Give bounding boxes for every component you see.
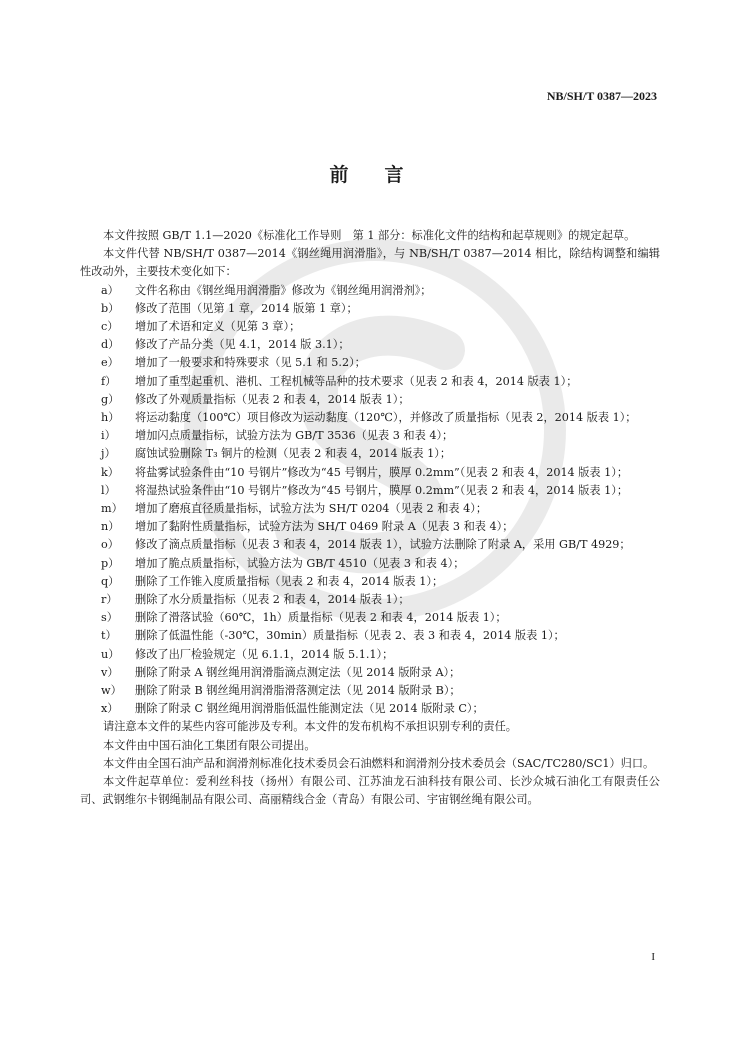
change-item bbox=[80, 336, 660, 354]
change-item bbox=[80, 427, 660, 445]
change-item-text: 删除了低温性能（-30℃，30min）质量指标（见表 2、表 3 和表 4，2014 版表 1）； bbox=[135, 629, 565, 643]
change-item bbox=[80, 518, 660, 536]
change-item bbox=[80, 409, 660, 427]
intro-section bbox=[80, 227, 660, 282]
change-item-label: a） bbox=[101, 283, 119, 297]
change-item bbox=[80, 354, 660, 372]
change-item-text: 将运动黏度（100℃）项目修改为运动黏度（120℃），并修改了质量指标（见表 2，2014 版表 1）； bbox=[135, 411, 637, 425]
change-item bbox=[80, 682, 660, 700]
intro-paragraph: 本文件按照 GB/T 1.1—2020《标准化工作导则 第 1 部分：标准化文件的结构和起草规则》的规定起草。 bbox=[103, 229, 636, 242]
change-item-text: 修改了外观质量指标（见表 2 和表 4，2014 版表 1）； bbox=[135, 392, 410, 406]
change-item-text: 文件名称由《钢丝绳用润滑脂》修改为《钢丝绳用润滑剂》； bbox=[135, 283, 432, 297]
change-item-label: i） bbox=[101, 429, 116, 443]
change-item-label: h） bbox=[101, 411, 120, 425]
change-item-label: b） bbox=[101, 301, 120, 315]
change-item bbox=[80, 464, 660, 482]
closing-paragraph: 请注意本文件的某些内容可能涉及专利。本文件的发布机构不承担识别专利的责任。 bbox=[103, 720, 517, 734]
change-item-label: d） bbox=[101, 338, 120, 352]
change-item-text: 增加了磨痕直径质量指标，试验方法为 SH/T 0204（见表 2 和表 4）； bbox=[135, 502, 488, 516]
change-item-text: 删除了工作锥入度质量指标（见表 2 和表 4，2014 版表 1）； bbox=[135, 574, 444, 588]
page-number: I bbox=[651, 951, 655, 963]
change-item-label: x） bbox=[101, 702, 119, 716]
change-item-label: c） bbox=[101, 320, 119, 334]
change-item-text: 将湿热试验条件由“10 号钢片”修改为“45 号钢片，膜厚 0.2mm”（见表 2 和表 4，2014 版表 1）； bbox=[135, 483, 629, 497]
change-item bbox=[80, 627, 660, 645]
page-title: 前言 bbox=[329, 164, 440, 186]
change-item-label: e） bbox=[101, 356, 119, 370]
change-item-label: g） bbox=[101, 392, 120, 406]
change-item-label: w） bbox=[101, 684, 122, 698]
change-item-text: 增加了重型起重机、港机、工程机械等品种的技术要求（见表 2 和表 4，2014 版表 1）； bbox=[135, 374, 578, 388]
closing-paragraph: 本文件起草单位：爱利丝科技（扬州）有限公司、江苏油龙石油科技有限公司、长沙众城石油化工有限责任公司、武钢维尔卡钢绳制品有限公司、高丽精线合金（青岛）有限公司、宇宙钢丝绳有限公司。 bbox=[80, 775, 660, 807]
change-item-label: p） bbox=[101, 556, 120, 570]
change-item-label: m） bbox=[101, 502, 123, 516]
change-item bbox=[80, 482, 660, 500]
change-item bbox=[80, 700, 660, 718]
intro-paragraph: 本文件代替 NB/SH/T 0387—2014《钢丝绳用润滑脂》，与 NB/SH/T 0387—2014 相比，除结构调整和编辑性改动外，主要技术变化如下： bbox=[80, 247, 660, 279]
closing-paragraph: 本文件由中国石油化工集团有限公司提出。 bbox=[103, 738, 316, 752]
change-item-label: q） bbox=[101, 574, 120, 588]
change-item bbox=[80, 591, 660, 609]
change-item-text: 修改了出厂检验规定（见 6.1.1，2014 版 5.1.1）； bbox=[135, 647, 394, 661]
change-item bbox=[80, 664, 660, 682]
change-item-text: 删除了滑落试验（60℃，1h）质量指标（见表 2 和表 4，2014 版表 1）； bbox=[135, 611, 507, 625]
change-item-text: 删除了水分质量指标（见表 2 和表 4，2014 版表 1）； bbox=[135, 593, 410, 607]
change-item bbox=[80, 445, 660, 463]
change-item-text: 腐蚀试验删除 T₃ 铜片的检测（见表 2 和表 4，2014 版表 1）； bbox=[135, 447, 452, 461]
change-item-label: f） bbox=[101, 374, 117, 388]
standard-number: NB/SH/T 0387—2023 bbox=[546, 89, 657, 103]
change-item-text: 增加了黏附性质量指标，试验方法为 SH/T 0469 附录 A（见表 3 和表 4）； bbox=[135, 520, 514, 534]
change-item-text: 删除了附录 B 钢丝绳用润滑脂滑落测定法（见 2014 版附录 B）； bbox=[135, 684, 461, 698]
change-item-text: 增加闪点质量指标，试验方法为 GB/T 3536（见表 3 和表 4）； bbox=[135, 429, 454, 443]
change-item-text: 增加了脆点质量指标，试验方法为 GB/T 4510（见表 3 和表 4）； bbox=[135, 556, 465, 570]
change-item-text: 删除了附录 C 钢丝绳用润滑脂低温性能测定法（见 2014 版附录 C）； bbox=[135, 702, 484, 716]
change-item-text: 修改了滴点质量指标（见表 3 和表 4，2014 版表 1），试验方法删除了附录 A，采用 GB/T 4929； bbox=[135, 538, 631, 552]
change-item bbox=[80, 609, 660, 627]
document-body bbox=[80, 227, 660, 810]
closing-section bbox=[80, 718, 660, 809]
closing-paragraph: 本文件由全国石油产品和润滑剂标准化技术委员会石油燃料和润滑剂分技术委员会（SAC/TC280/SC1）归口。 bbox=[103, 756, 655, 770]
change-item bbox=[80, 555, 660, 573]
change-item bbox=[80, 318, 660, 336]
change-item-text: 修改了范围（见第 1 章，2014 版第 1 章）； bbox=[135, 301, 358, 315]
change-item-label: n） bbox=[101, 520, 120, 534]
change-item bbox=[80, 373, 660, 391]
change-item-text: 修改了产品分类（见 4.1，2014 版 3.1）； bbox=[135, 338, 350, 352]
change-item bbox=[80, 300, 660, 318]
change-item bbox=[80, 391, 660, 409]
change-item-text: 增加了术语和定义（见第 3 章）； bbox=[135, 320, 301, 334]
change-item-label: s） bbox=[101, 611, 118, 625]
change-item-label: u） bbox=[101, 647, 120, 661]
change-item-label: j） bbox=[101, 447, 116, 461]
change-item bbox=[80, 500, 660, 518]
change-item-label: t） bbox=[101, 629, 117, 643]
change-item-label: v） bbox=[101, 665, 119, 679]
change-item-text: 删除了附录 A 钢丝绳用润滑脂滴点测定法（见 2014 版附录 A）； bbox=[135, 665, 461, 679]
change-item bbox=[80, 282, 660, 300]
change-item bbox=[80, 646, 660, 664]
change-item-label: k） bbox=[101, 465, 119, 479]
change-item-text: 将盐雾试验条件由“10 号钢片”修改为“45 号钢片，膜厚 0.2mm”（见表 2 和表 4，2014 版表 1）； bbox=[135, 465, 629, 479]
change-item bbox=[80, 536, 660, 554]
change-item-label: r） bbox=[101, 593, 118, 607]
change-item bbox=[80, 573, 660, 591]
change-item-label: o） bbox=[101, 538, 119, 552]
change-item-label: l） bbox=[101, 483, 116, 497]
changes-list bbox=[80, 282, 660, 719]
change-item-text: 增加了一般要求和特殊要求（见 5.1 和 5.2）； bbox=[135, 356, 366, 370]
